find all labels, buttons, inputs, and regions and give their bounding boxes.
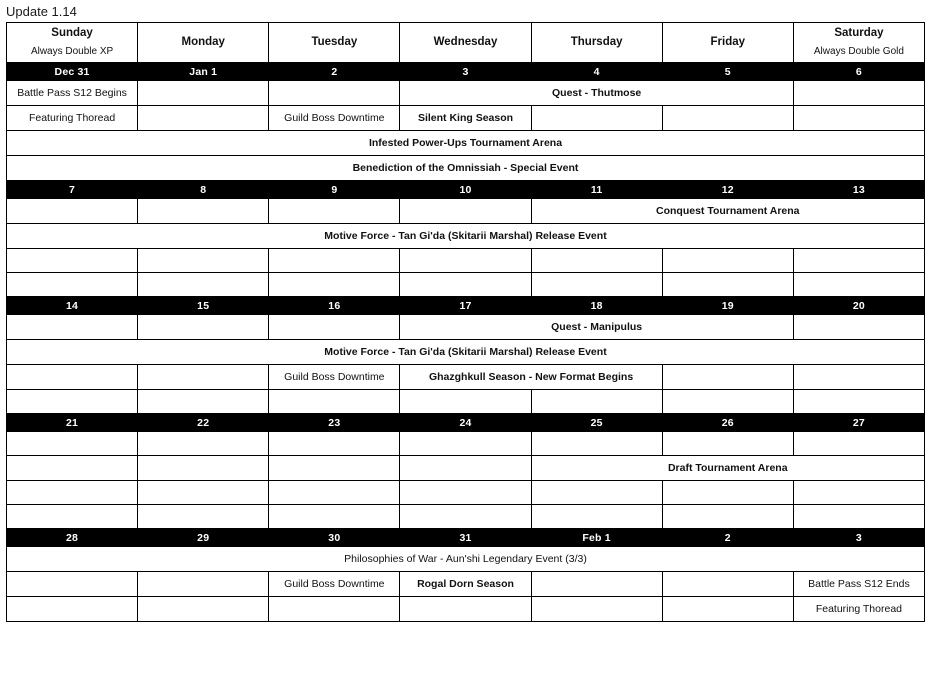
empty-cell <box>531 432 662 456</box>
event-cell[interactable] <box>793 597 924 622</box>
empty-cell <box>531 249 662 273</box>
event-label: Infested Power-Ups Tournament Arena <box>368 137 563 149</box>
empty-cell <box>138 505 269 529</box>
day-header-monday <box>138 23 269 63</box>
empty-cell <box>138 315 269 340</box>
date-cell: 28 <box>7 529 138 547</box>
empty-cell <box>269 199 400 224</box>
event-cell[interactable] <box>531 199 924 224</box>
event-cell[interactable] <box>7 224 925 249</box>
day-header-label: Monday <box>181 35 225 48</box>
empty-cell <box>662 597 793 622</box>
date-number-row <box>7 63 925 81</box>
empty-cell <box>531 390 662 414</box>
empty-cell <box>138 432 269 456</box>
event-label: Guild Boss Downtime <box>284 371 385 383</box>
calendar-body <box>7 63 925 622</box>
empty-cell <box>138 249 269 273</box>
empty-cell <box>531 106 662 131</box>
date-cell: 25 <box>531 414 662 432</box>
day-header-label: Friday <box>710 35 746 48</box>
empty-cell <box>400 597 531 622</box>
date-cell: 4 <box>531 63 662 81</box>
empty-cell <box>662 106 793 131</box>
date-cell: 26 <box>662 414 793 432</box>
date-cell: 30 <box>269 529 400 547</box>
date-cell: 22 <box>138 414 269 432</box>
day-header-label: Wednesday <box>433 35 498 48</box>
event-label: Quest - Thutmose <box>552 87 642 99</box>
date-cell: 23 <box>269 414 400 432</box>
event-label: Battle Pass S12 Begins <box>17 87 127 99</box>
event-row <box>7 432 925 456</box>
empty-cell <box>7 390 138 414</box>
event-row <box>7 273 925 297</box>
day-header-label: Sunday <box>51 27 93 40</box>
empty-cell <box>269 456 400 481</box>
empty-cell <box>531 481 662 505</box>
empty-cell <box>269 481 400 505</box>
event-row <box>7 131 925 156</box>
event-label: Guild Boss Downtime <box>284 578 385 590</box>
empty-cell <box>7 456 138 481</box>
date-cell: 11 <box>531 181 662 199</box>
empty-cell <box>7 432 138 456</box>
day-header-thursday <box>531 23 662 63</box>
empty-cell <box>793 315 924 340</box>
empty-cell <box>400 249 531 273</box>
empty-cell <box>662 365 793 390</box>
event-row <box>7 572 925 597</box>
date-cell: 29 <box>138 529 269 547</box>
empty-cell <box>531 505 662 529</box>
day-header-label: Saturday <box>834 27 884 40</box>
day-header-label: Tuesday <box>311 35 358 48</box>
event-row <box>7 340 925 365</box>
empty-cell <box>662 432 793 456</box>
event-cell[interactable] <box>400 315 793 340</box>
empty-cell <box>531 572 662 597</box>
empty-cell <box>269 432 400 456</box>
date-number-row <box>7 529 925 547</box>
empty-cell <box>7 481 138 505</box>
event-row <box>7 390 925 414</box>
day-header-tuesday <box>269 23 400 63</box>
event-cell[interactable] <box>7 156 925 181</box>
empty-cell <box>269 273 400 297</box>
day-header-sunday <box>7 23 138 63</box>
event-label: Featuring Thoread <box>815 603 903 615</box>
date-cell: 19 <box>662 297 793 315</box>
empty-cell <box>138 106 269 131</box>
date-cell: 10 <box>400 181 531 199</box>
date-cell: 27 <box>793 414 924 432</box>
event-cell[interactable] <box>793 572 924 597</box>
event-cell[interactable] <box>400 572 531 597</box>
empty-cell <box>138 81 269 106</box>
day-header-saturday <box>793 23 924 63</box>
event-label: Ghazghkull Season - New Format Begins <box>428 371 634 383</box>
empty-cell <box>793 432 924 456</box>
event-label: Quest - Manipulus <box>551 321 643 333</box>
date-number-row <box>7 414 925 432</box>
event-cell[interactable] <box>7 547 925 572</box>
empty-cell <box>138 365 269 390</box>
date-number-row <box>7 297 925 315</box>
empty-cell <box>793 273 924 297</box>
date-cell: 12 <box>662 181 793 199</box>
empty-cell <box>269 315 400 340</box>
event-row <box>7 597 925 622</box>
date-cell: 2 <box>269 63 400 81</box>
page-title: Update 1.14 <box>6 4 77 19</box>
date-cell: 3 <box>793 529 924 547</box>
empty-cell <box>7 572 138 597</box>
empty-cell <box>793 106 924 131</box>
date-cell: 14 <box>7 297 138 315</box>
empty-cell <box>138 199 269 224</box>
date-cell: Dec 31 <box>7 63 138 81</box>
event-cell[interactable] <box>7 106 138 131</box>
empty-cell <box>400 432 531 456</box>
event-label: Conquest Tournament Arena <box>656 205 800 217</box>
empty-cell <box>138 456 269 481</box>
date-cell: 24 <box>400 414 531 432</box>
empty-cell <box>400 273 531 297</box>
event-cell[interactable] <box>269 365 400 390</box>
empty-cell <box>7 597 138 622</box>
empty-cell <box>269 249 400 273</box>
day-header-note: Always Double Gold <box>813 46 904 57</box>
empty-cell <box>531 597 662 622</box>
empty-cell <box>400 505 531 529</box>
empty-cell <box>793 81 924 106</box>
empty-cell <box>662 505 793 529</box>
empty-cell <box>269 597 400 622</box>
event-row <box>7 249 925 273</box>
date-cell: 3 <box>400 63 531 81</box>
empty-cell <box>662 481 793 505</box>
day-header-label: Thursday <box>570 35 623 48</box>
empty-cell <box>662 273 793 297</box>
event-label: Motive Force - Tan Gi'da (Skitarii Marshal) Release Event <box>324 230 607 242</box>
event-label: Rogal Dorn Season <box>417 578 514 590</box>
event-row <box>7 481 925 505</box>
date-cell: 8 <box>138 181 269 199</box>
event-cell[interactable] <box>269 572 400 597</box>
event-row <box>7 456 925 481</box>
event-row <box>7 315 925 340</box>
event-label: Draft Tournament Arena <box>667 462 788 474</box>
empty-cell <box>269 390 400 414</box>
day-header-friday <box>662 23 793 63</box>
empty-cell <box>793 390 924 414</box>
empty-cell <box>400 199 531 224</box>
event-label: Benediction of the Omnissiah - Special Event <box>352 162 579 174</box>
date-cell: 15 <box>138 297 269 315</box>
date-cell: 21 <box>7 414 138 432</box>
event-label: Philosophies of War - Aun'shi Legendary Event (3/3) <box>344 553 587 565</box>
event-label: Battle Pass S12 Ends <box>808 578 910 590</box>
event-row <box>7 505 925 529</box>
event-label: Motive Force - Tan Gi'da (Skitarii Marshal) Release Event <box>324 346 607 358</box>
event-row <box>7 156 925 181</box>
empty-cell <box>269 505 400 529</box>
empty-cell <box>793 481 924 505</box>
day-of-week-row <box>7 23 925 63</box>
empty-cell <box>138 597 269 622</box>
empty-cell <box>7 199 138 224</box>
event-cell[interactable] <box>269 106 400 131</box>
event-label: Silent King Season <box>417 112 514 124</box>
date-cell: 13 <box>793 181 924 199</box>
empty-cell <box>400 390 531 414</box>
date-cell: 16 <box>269 297 400 315</box>
empty-cell <box>138 273 269 297</box>
empty-cell <box>793 249 924 273</box>
empty-cell <box>662 249 793 273</box>
event-cell[interactable] <box>400 81 793 106</box>
date-cell: 5 <box>662 63 793 81</box>
empty-cell <box>400 456 531 481</box>
event-row <box>7 365 925 390</box>
empty-cell <box>7 505 138 529</box>
event-row <box>7 224 925 249</box>
day-header-note: Always Double XP <box>30 46 114 57</box>
event-row <box>7 81 925 106</box>
empty-cell <box>138 572 269 597</box>
date-cell: 18 <box>531 297 662 315</box>
date-number-row <box>7 181 925 199</box>
calendar-header <box>7 23 925 63</box>
date-cell: 9 <box>269 181 400 199</box>
event-cell[interactable] <box>7 340 925 365</box>
event-row <box>7 547 925 572</box>
event-row <box>7 199 925 224</box>
event-label: Featuring Thoread <box>28 112 116 124</box>
event-row <box>7 106 925 131</box>
empty-cell <box>7 365 138 390</box>
date-cell: 2 <box>662 529 793 547</box>
event-cell[interactable] <box>531 456 924 481</box>
date-cell: 31 <box>400 529 531 547</box>
empty-cell <box>138 390 269 414</box>
empty-cell <box>7 315 138 340</box>
event-label: Guild Boss Downtime <box>284 112 385 124</box>
event-cell[interactable] <box>7 81 138 106</box>
empty-cell <box>400 481 531 505</box>
event-calendar <box>6 22 925 622</box>
date-cell: Feb 1 <box>531 529 662 547</box>
empty-cell <box>7 273 138 297</box>
empty-cell <box>793 365 924 390</box>
date-cell: 7 <box>7 181 138 199</box>
empty-cell <box>7 249 138 273</box>
empty-cell <box>269 81 400 106</box>
date-cell: 20 <box>793 297 924 315</box>
empty-cell <box>662 572 793 597</box>
day-header-wednesday <box>400 23 531 63</box>
event-cell[interactable] <box>400 365 662 390</box>
date-cell: 6 <box>793 63 924 81</box>
empty-cell <box>662 390 793 414</box>
date-cell: 17 <box>400 297 531 315</box>
empty-cell <box>531 273 662 297</box>
event-cell[interactable] <box>7 131 925 156</box>
empty-cell <box>138 481 269 505</box>
date-cell: Jan 1 <box>138 63 269 81</box>
event-cell[interactable] <box>400 106 531 131</box>
empty-cell <box>793 505 924 529</box>
